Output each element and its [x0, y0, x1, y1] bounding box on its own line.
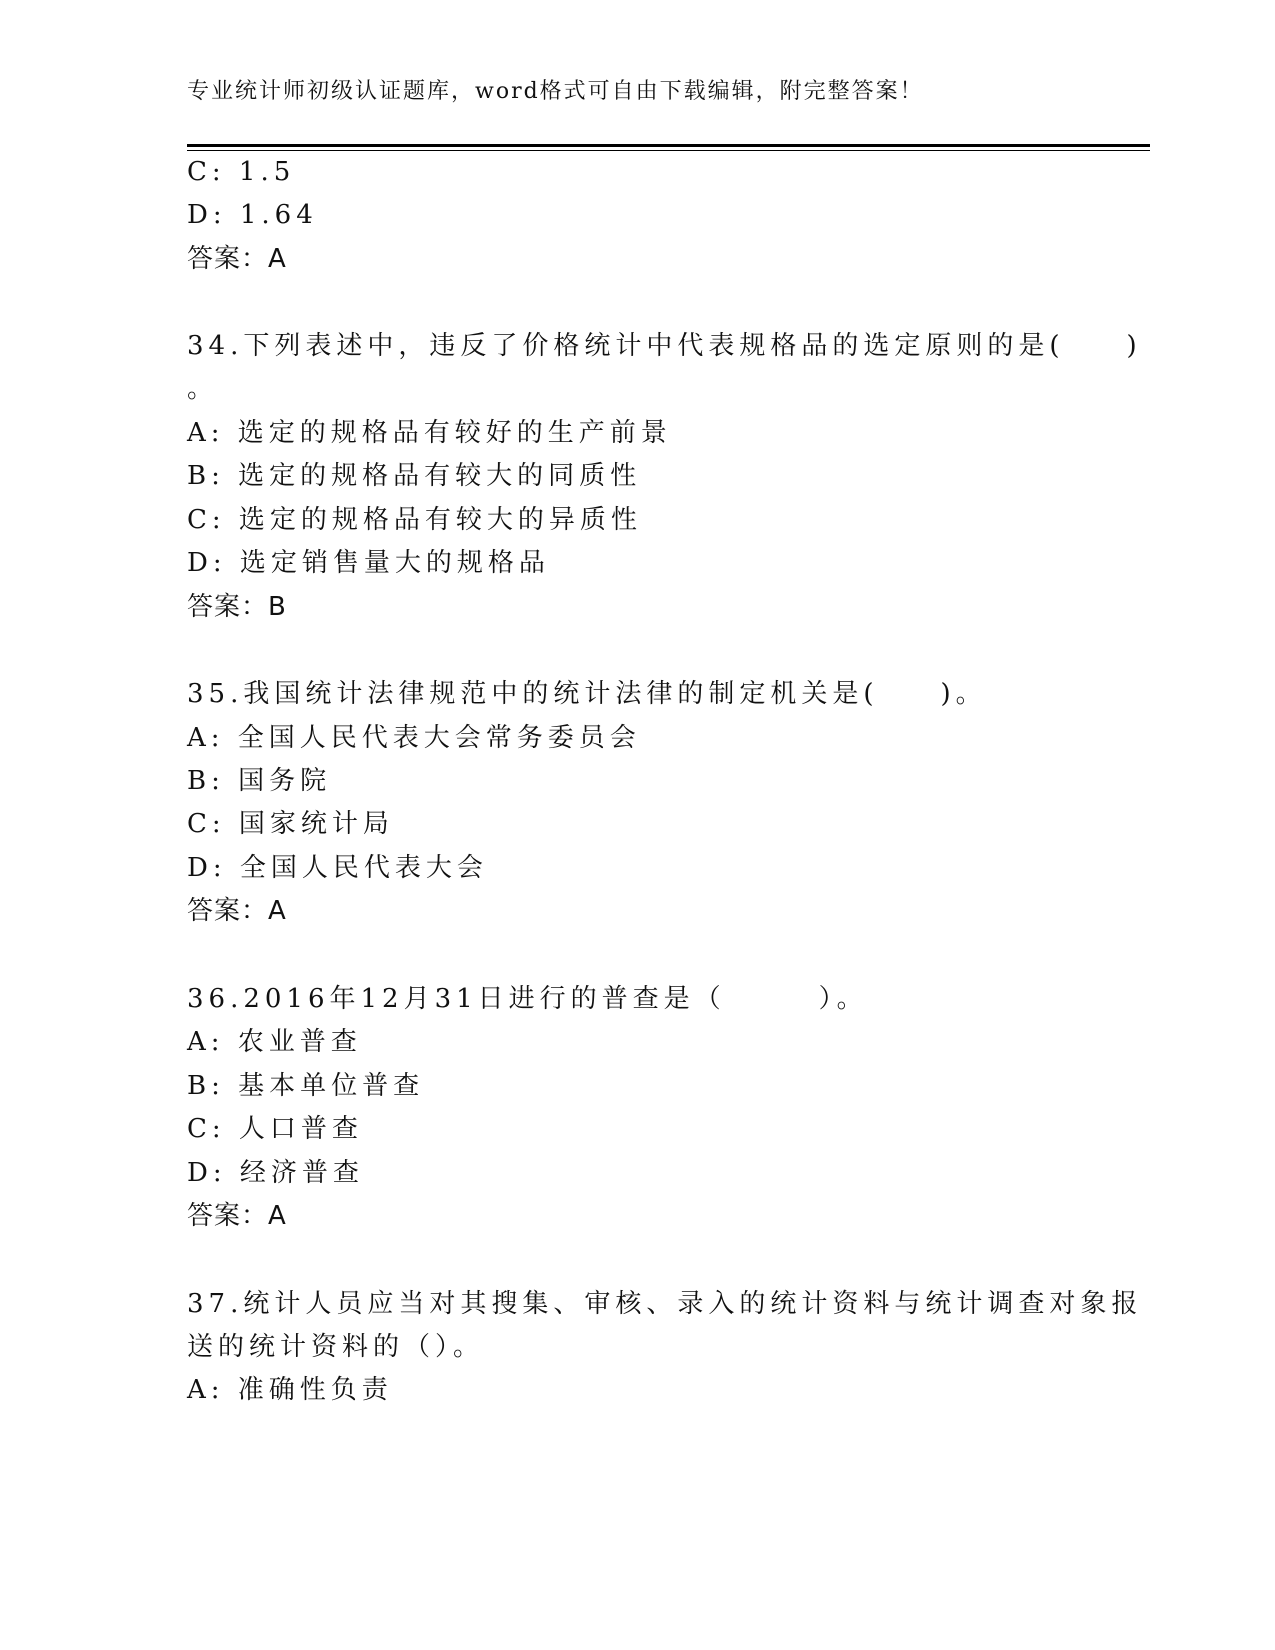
q37-option-a: A: 准确性负责: [187, 1375, 393, 1405]
q36-answer: 答案：A: [187, 1201, 287, 1231]
q34-stem-line2: 。: [187, 374, 219, 404]
header-rule-thick: [187, 144, 1150, 147]
q35-answer: 答案：A: [187, 896, 287, 926]
q34-option-b: B: 选定的规格品有较大的同质性: [187, 461, 642, 491]
page-header: 专业统计师初级认证题库，word格式可自由下载编辑，附完整答案！: [187, 79, 924, 104]
q37-stem-line2: 送的统计资料的（）。: [187, 1332, 485, 1362]
q34-option-d: D: 选定销售量大的规格品: [187, 548, 550, 578]
q33-option-c: C: 1.5: [187, 157, 296, 187]
q37-stem-line1: 37.统计人员应当对其搜集、审核、录入的统计资料与统计调查对象报: [187, 1289, 1143, 1319]
q36-stem: 36.2016年12月31日进行的普查是（ ）。: [187, 984, 868, 1014]
q35-stem: 35.我国统计法律规范中的统计法律的制定机关是( )。: [187, 679, 987, 709]
q34-answer: 答案：B: [187, 592, 287, 622]
q34-option-a: A: 选定的规格品有较好的生产前景: [187, 418, 672, 448]
q34-option-c: C: 选定的规格品有较大的异质性: [187, 505, 642, 535]
q35-option-b: B: 国务院: [187, 766, 332, 796]
q34-stem-line1: 34.下列表述中，违反了价格统计中代表规格品的选定原则的是( ): [187, 331, 1142, 361]
q36-option-d: D: 经济普查: [187, 1158, 364, 1188]
q35-option-a: A: 全国人民代表大会常务委员会: [187, 723, 641, 753]
q35-option-c: C: 国家统计局: [187, 809, 394, 839]
header-rule-thin: [187, 150, 1150, 151]
q36-option-c: C: 人口普查: [187, 1114, 363, 1144]
q35-option-d: D: 全国人民代表大会: [187, 853, 488, 883]
q33-option-d: D: 1.64: [187, 200, 318, 230]
q36-option-a: A: 农业普查: [187, 1027, 362, 1057]
q36-option-b: B: 基本单位普查: [187, 1071, 425, 1101]
q33-answer: 答案：A: [187, 244, 287, 274]
